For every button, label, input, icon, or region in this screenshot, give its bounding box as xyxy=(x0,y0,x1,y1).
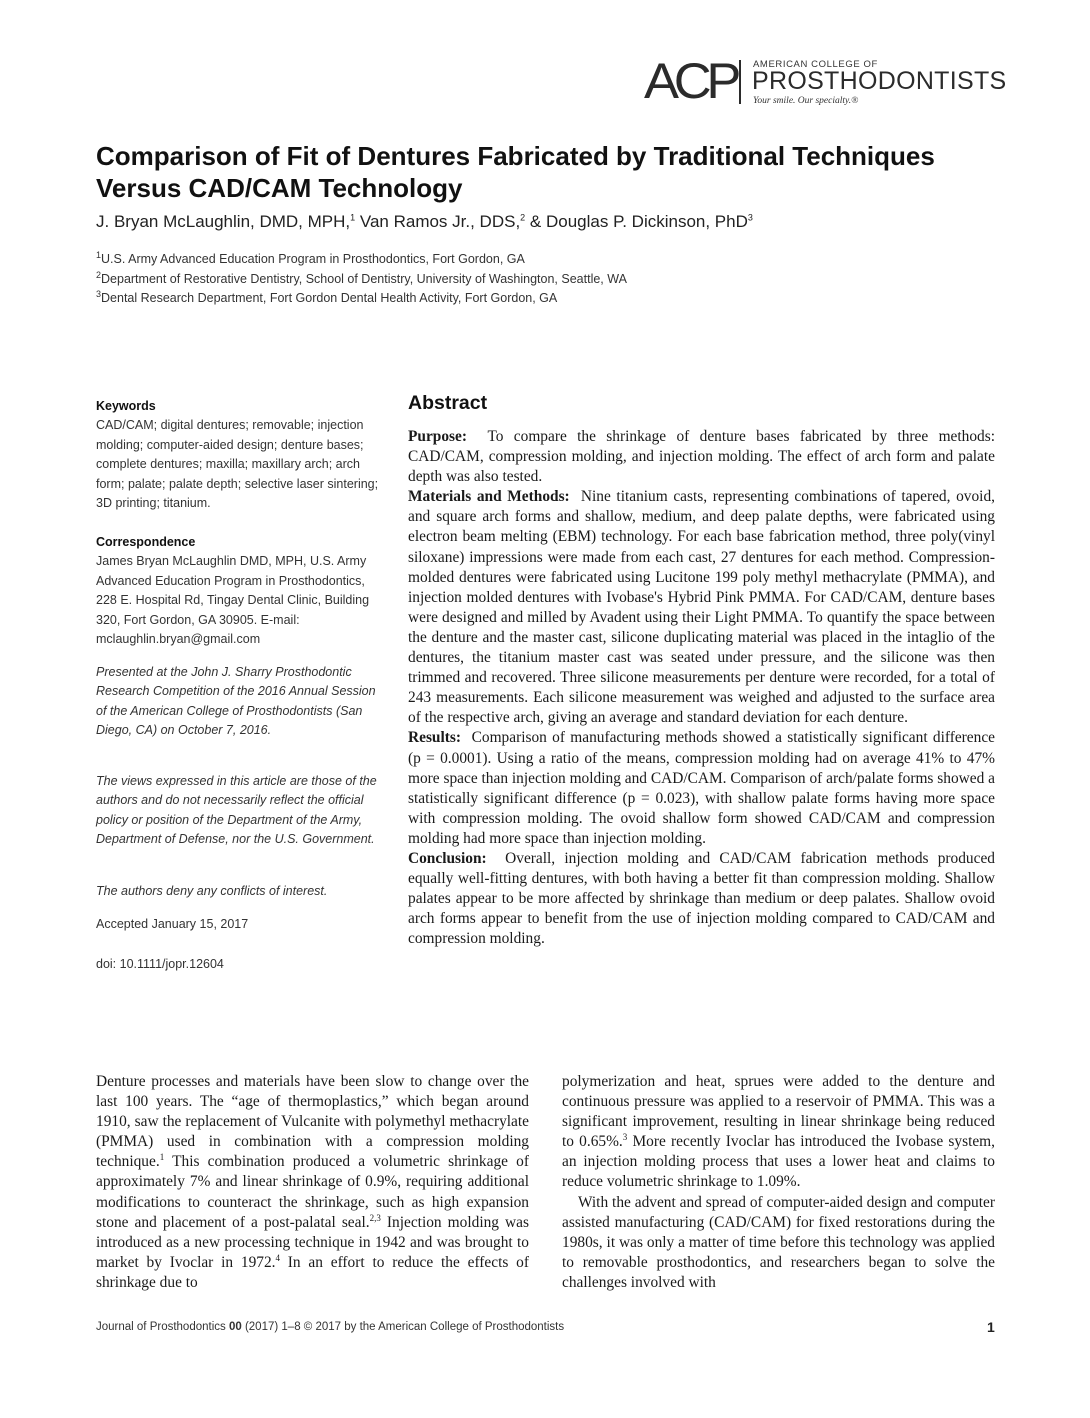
author-affil-mark: 1 xyxy=(350,212,356,223)
affiliation-mark: 3 xyxy=(96,289,102,299)
logo-org-line1: AMERICAN COLLEGE OF xyxy=(753,59,878,70)
body-text: polymerization and heat, sprues were added to the denture and continuous pressure was applied to a reservoir of PMMA. This was a significant improvement, resulting in linear shrinkage being reduced to 0.65%. xyxy=(562,1073,995,1151)
affiliation xyxy=(96,270,627,286)
body-column-left xyxy=(96,1072,529,1293)
correspondence-block xyxy=(96,533,381,649)
article-title: Comparison of Fit of Dentures Fabricated by Traditional Techniques Versus CAD/CAM Technology xyxy=(96,141,935,203)
abstract-results xyxy=(408,728,995,849)
correspondence-text: James Bryan McLaughlin DMD, MPH, U.S. Army Advanced Education Program in Prosthodontics, 228 E. Hospital Rd, Tingay Dental Clinic, Building 320, Fort Gordon, GA 30905. E-mail: mclaughlin.bryan@gmail.com xyxy=(96,554,370,647)
journal-volume: 00 xyxy=(228,1321,242,1333)
journal-name: Journal of Prosthodontics xyxy=(96,1321,229,1333)
acp-logo-mark: ACP xyxy=(644,53,737,109)
author-name: J. Bryan McLaughlin, DMD, MPH, xyxy=(96,212,351,231)
author-affil-mark: 2 xyxy=(520,212,526,223)
abstract-body xyxy=(408,427,995,949)
body-text: More recently Ivoclar has introduced the Ivobase system, an injection molding process that uses a lower heat and claims to reduce volumetric shrinkage to 1.09%. xyxy=(562,1133,995,1191)
results-text: Comparison of manufacturing methods showed a statistically significant difference (p = 0.0001). Using a ratio of the means, compression molding had on average 41% to 47% more space than injection molding and CAD/CAM. Comparison of arch/palate forms showed a statistically significant difference (p = 0.023), with shallow palate forms having more space with compression molding. The ovoid shallow form showed CAD/CAM and compression molding had more space than injection molding. xyxy=(408,729,995,847)
journal-footer xyxy=(96,1321,564,1333)
body-paragraph xyxy=(96,1072,529,1293)
conflicts-note xyxy=(96,882,381,901)
methods-text: Nine titanium casts, representing combinations of tapered, ovoid, and square arch forms and shallow, medium, and deep palate depths, were fabricated using electron beam melting (EBM) technology. For each base fabrication method, three poly(vinyl siloxane) impressions were made from each cast, 27 dentures for each method. Compression-molded dentures were fabricated using Lucitone 199 poly methyl methacrylate (PMMA), and injection molded dentures with Ivobase's Hybrid Pink PMMA. For CAD/CAM, denture bases were designed and milled by Avadent using their Light PMMA. To quantify the space between the denture and the master cast, silicone duplicating material was placed in the intaglio of the dentures, the titanium master cast was seated under pressure, and the silicone was then trimmed and recovered. Three silicone measurements per denture were recorded, for a total of 243 measurements. Each silicone measurement was weighed and adjusted to the surface area of the respective arch, giving an average and standard deviation for each denture. xyxy=(408,488,995,727)
citation: 4 xyxy=(275,1252,280,1263)
body-text: This combination produced a volumetric shrinkage of approximately 7% and linear shrinkage of 0.9%, requiring additional modifications to counteract the shrinkage, such as high expansion stone and placement of a post-palatal seal. xyxy=(96,1153,529,1231)
methods-label: Materials and Methods: xyxy=(408,488,570,506)
purpose-text: To compare the shrinkage of denture bases fabricated by three methods: CAD/CAM, compression molding, and injection molding. The effect of arch form and palate depth was also tested. xyxy=(408,428,995,486)
conclusion-text: Overall, injection molding and CAD/CAM fabrication methods produced equally well-fitting dentures, with both having a better fit than compression molding. Shallow palates appear to be more affected by shrinkage than medium or deep palates. Shallow ovoid arch forms appear to benefit from the use of injection molding compared to CAD/CAM and compression molding. xyxy=(408,849,995,948)
abstract-methods xyxy=(408,487,995,728)
presented-note xyxy=(96,663,381,741)
abstract-purpose xyxy=(408,427,995,487)
body-text: In an effort to reduce the effects of shrinkage due to xyxy=(96,1253,529,1291)
author-list xyxy=(96,212,753,232)
body-column-right xyxy=(562,1072,995,1293)
citation: 1 xyxy=(159,1152,165,1163)
correspondence-heading: Correspondence xyxy=(96,535,196,549)
views-text: The views expressed in this article are those of the authors and do not necessarily reflect the official policy or position of the Department of the Army, Department of Defense, nor the U.S. Government. xyxy=(96,774,377,847)
body-text: Denture processes and materials have been slow to change over the last 100 years. The “age of thermoplastics,” which began around 1910, saw the replacement of Vulcanite with polymethyl methacrylate (PMMA) used in combination with a compression molding technique. xyxy=(96,1073,529,1171)
author-name: Van Ramos Jr., DDS, xyxy=(355,212,521,231)
affiliation-text: U.S. Army Advanced Education Program in Prosthodontics, Fort Gordon, GA xyxy=(101,252,525,267)
journal-citation: (2017) 1–8 © 2017 by the American College of Prosthodontists xyxy=(241,1321,565,1333)
logo-tagline: Your smile. Our specialty.® xyxy=(753,96,859,106)
page-number: 1 xyxy=(987,1319,995,1335)
logo-org-line2: PROSTHODONTISTS xyxy=(752,67,1007,95)
logo-divider xyxy=(739,60,741,104)
abstract-heading: Abstract xyxy=(408,392,488,414)
keywords-text: CAD/CAM; digital dentures; removable; injection molding; computer-aided design; denture bases; complete dentures; maxilla; maxillary arch; arch form; palate; palate depth; selective laser sintering; 3D printing; titanium. xyxy=(96,418,379,511)
purpose-label: Purpose: xyxy=(408,428,467,445)
affiliation xyxy=(96,250,525,266)
keywords-block xyxy=(96,397,381,513)
body-text: Injection molding was introduced as a new processing technique in 1942 and was brought to market by Ivoclar in 1972. xyxy=(96,1213,529,1271)
body-paragraph: With the advent and spread of computer-aided design and computer assisted manufacturing (CAD/CAM) for fixed restorations during the 1980s, it was only a matter of time before this technology was applied to removable prosthodontics, and researchers began to solve the challenges involved with xyxy=(562,1193,995,1291)
keywords-heading: Keywords xyxy=(96,399,156,413)
affiliation xyxy=(96,289,557,305)
views-disclaimer xyxy=(96,772,381,850)
affiliation-text: Department of Restorative Dentistry, School of Dentistry, University of Washington, Seattle, WA xyxy=(101,272,627,287)
affiliation-text: Dental Research Department, Fort Gordon Dental Health Activity, Fort Gordon, GA xyxy=(101,291,558,306)
body-paragraph xyxy=(562,1072,995,1193)
affiliation-mark: 1 xyxy=(96,250,102,260)
affiliation-mark: 2 xyxy=(96,270,102,280)
citation: 3 xyxy=(622,1132,628,1143)
presented-text: Presented at the John J. Sharry Prosthodontic Research Competition of the 2016 Annual Session of the American College of Prosthodontists (San Diego, CA) on October 7, 2016. xyxy=(96,665,376,738)
doi: doi: 10.1111/jopr.12604 xyxy=(96,957,224,971)
accepted-date: Accepted January 15, 2017 xyxy=(96,917,249,931)
author-affil-mark: 3 xyxy=(747,212,753,223)
results-label: Results: xyxy=(408,729,462,747)
conflicts-text: The authors deny any conflicts of interest. xyxy=(96,884,328,898)
conclusion-label: Conclusion: xyxy=(408,849,487,867)
abstract-conclusion xyxy=(408,849,995,949)
author-name: & Douglas P. Dickinson, PhD xyxy=(525,212,748,231)
citation: 2,3 xyxy=(369,1212,381,1223)
